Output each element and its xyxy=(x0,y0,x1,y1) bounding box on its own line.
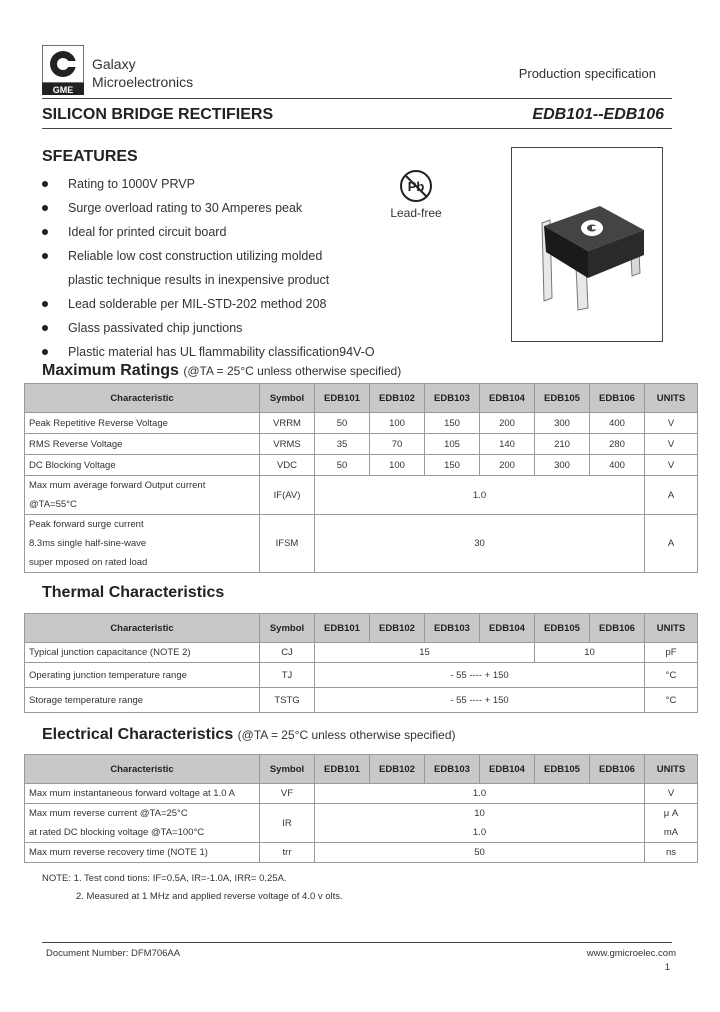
thermal-table xyxy=(24,613,698,713)
table-row xyxy=(25,434,698,455)
avg-current-characteristic xyxy=(25,476,260,515)
op-temp-value: - 55 ---- + 150 xyxy=(315,663,645,688)
col-units: UNITS xyxy=(645,384,698,413)
rating-characteristic: RMS Reverse Voltage xyxy=(25,434,260,455)
col-characteristic: Characteristic xyxy=(25,384,260,413)
col-symbol: Symbol xyxy=(260,755,315,784)
lead-free-mark xyxy=(386,168,446,220)
rating-value: 210 xyxy=(535,434,590,455)
col-edb102: EDB102 xyxy=(370,755,425,784)
website-link[interactable]: www.gmicroelec.com xyxy=(586,948,676,959)
feature-item xyxy=(42,199,375,223)
trr-value: 50 xyxy=(315,843,645,863)
rating-value: 200 xyxy=(480,413,535,434)
footer-divider xyxy=(42,942,672,943)
surge-symbol: IFSM xyxy=(260,515,315,573)
surge-line1: Peak forward surge current xyxy=(29,519,144,530)
max-ratings-heading xyxy=(42,362,401,380)
op-temp-unit: °C xyxy=(645,663,698,688)
feature-item xyxy=(42,247,375,271)
header-divider xyxy=(42,98,672,99)
features-heading: SFEATURES xyxy=(42,148,138,165)
trr-unit: ns xyxy=(645,843,698,863)
table-row xyxy=(25,688,698,713)
ir-value2: 1.0 xyxy=(472,827,487,838)
avg-current-line2: @TA=55°C xyxy=(29,499,77,510)
rating-value: 280 xyxy=(590,434,645,455)
ir-values xyxy=(315,804,645,843)
col-edb101: EDB101 xyxy=(315,614,370,643)
table-header-row xyxy=(25,755,698,784)
col-symbol: Symbol xyxy=(260,384,315,413)
col-edb105: EDB105 xyxy=(535,755,590,784)
pb-symbol: Pb xyxy=(407,179,425,194)
electrical-heading xyxy=(42,726,456,744)
bullet-icon xyxy=(42,301,48,307)
rating-value: 70 xyxy=(370,434,425,455)
col-edb101: EDB101 xyxy=(315,755,370,784)
rating-symbol: VRRM xyxy=(260,413,315,434)
surge-value: 30 xyxy=(315,515,645,573)
vf-characteristic: Max mum instantaneous forward voltage at 1.0 A xyxy=(25,784,260,804)
avg-current-value: 1.0 xyxy=(315,476,645,515)
surge-line3: super mposed on rated load xyxy=(29,557,148,568)
col-characteristic: Characteristic xyxy=(25,614,260,643)
table-row xyxy=(25,476,698,515)
col-edb104: EDB104 xyxy=(480,614,535,643)
col-edb102: EDB102 xyxy=(370,614,425,643)
col-edb106: EDB106 xyxy=(590,755,645,784)
bullet-icon xyxy=(42,325,48,331)
ir-units xyxy=(645,804,698,843)
part-range: EDB101--EDB106 xyxy=(532,106,664,123)
col-edb106: EDB106 xyxy=(590,614,645,643)
feature-text: Glass passivated chip junctions xyxy=(68,321,243,335)
electrical-table xyxy=(24,754,698,863)
col-edb106: EDB106 xyxy=(590,384,645,413)
trr-symbol: trr xyxy=(260,843,315,863)
rating-unit: V xyxy=(645,455,698,476)
bullet-icon xyxy=(42,181,48,187)
table-row xyxy=(25,804,698,843)
company-line1: Galaxy xyxy=(92,56,136,72)
col-edb105: EDB105 xyxy=(535,384,590,413)
ir-characteristic xyxy=(25,804,260,843)
feature-text: Rating to 1000V PRVP xyxy=(68,177,195,191)
vf-symbol: VF xyxy=(260,784,315,804)
vf-value: 1.0 xyxy=(315,784,645,804)
rating-value: 300 xyxy=(535,455,590,476)
col-units: UNITS xyxy=(645,614,698,643)
notes xyxy=(42,870,343,906)
max-ratings-subtitle: (@TA = 25°C unless otherwise specified) xyxy=(183,364,402,378)
feature-item xyxy=(42,271,375,295)
stg-temp-symbol: TSTG xyxy=(260,688,315,713)
col-characteristic: Characteristic xyxy=(25,755,260,784)
electrical-title: Electrical Characteristics xyxy=(42,726,234,743)
company-logo xyxy=(42,45,84,95)
table-header-row xyxy=(25,614,698,643)
rating-unit: V xyxy=(645,413,698,434)
stg-temp-value: - 55 ---- + 150 xyxy=(315,688,645,713)
col-edb103: EDB103 xyxy=(425,384,480,413)
stg-temp-characteristic: Storage temperature range xyxy=(25,688,260,713)
col-edb104: EDB104 xyxy=(480,755,535,784)
feature-text: Ideal for printed circuit board xyxy=(68,225,227,239)
company-line2: Microelectronics xyxy=(92,74,194,90)
avg-current-symbol: IF(AV) xyxy=(260,476,315,515)
rating-value: 400 xyxy=(590,413,645,434)
feature-item xyxy=(42,295,375,319)
avg-current-unit: A xyxy=(645,476,698,515)
op-temp-symbol: TJ xyxy=(260,663,315,688)
feature-text: Plastic material has UL flammability classification94V-O xyxy=(68,345,375,359)
feature-text: Lead solderable per MIL-STD-202 method 208 xyxy=(68,297,327,311)
col-edb103: EDB103 xyxy=(425,755,480,784)
bullet-icon xyxy=(42,229,48,235)
feature-text: Reliable low cost construction utilizing molded xyxy=(68,249,323,263)
table-row xyxy=(25,663,698,688)
electrical-subtitle: (@TA = 25°C unless otherwise specified) xyxy=(237,728,456,742)
doc-title: SILICON BRIDGE RECTIFIERS xyxy=(42,106,274,123)
col-edb101: EDB101 xyxy=(315,384,370,413)
stg-temp-unit: °C xyxy=(645,688,698,713)
cap-unit: pF xyxy=(645,643,698,663)
avg-current-line1: Max mum average forward Output current xyxy=(29,480,206,491)
feature-item xyxy=(42,223,375,247)
rating-value: 300 xyxy=(535,413,590,434)
table-header-row xyxy=(25,384,698,413)
table-row xyxy=(25,455,698,476)
surge-line2: 8.3ms single half-sine-wave xyxy=(29,538,147,549)
col-edb103: EDB103 xyxy=(425,614,480,643)
ir-value1: 10 xyxy=(474,808,485,819)
op-temp-characteristic: Operating junction temperature range xyxy=(25,663,260,688)
ir-symbol: IR xyxy=(260,804,315,843)
rating-value: 50 xyxy=(315,413,370,434)
max-ratings-table xyxy=(24,383,698,573)
rating-value: 200 xyxy=(480,455,535,476)
bullet-icon xyxy=(42,253,48,259)
rating-unit: V xyxy=(645,434,698,455)
col-edb104: EDB104 xyxy=(480,384,535,413)
note-2: 2. Measured at 1 MHz and applied reverse voltage of 4.0 v olts. xyxy=(76,891,343,902)
table-row xyxy=(25,643,698,663)
title-divider xyxy=(42,128,672,129)
trr-characteristic: Max mum reverse recovery time (NOTE 1) xyxy=(25,843,260,863)
rating-value: 50 xyxy=(315,455,370,476)
cap-characteristic: Typical junction capacitance (NOTE 2) xyxy=(25,643,260,663)
ir-line1: Max mum reverse current @TA=25°C xyxy=(29,808,188,819)
rating-value: 140 xyxy=(480,434,535,455)
cap-symbol: CJ xyxy=(260,643,315,663)
lead-free-label: Lead-free xyxy=(390,206,442,220)
cap-value-b: 10 xyxy=(535,643,645,663)
rating-value: 100 xyxy=(370,413,425,434)
col-units: UNITS xyxy=(645,755,698,784)
table-row xyxy=(25,413,698,434)
ir-line2: at rated DC blocking voltage @TA=100°C xyxy=(29,827,205,838)
rating-value: 150 xyxy=(425,455,480,476)
ir-unit2: mA xyxy=(663,827,679,838)
thermal-heading: Thermal Characteristics xyxy=(42,584,225,601)
document-number: Document Number: DFM706AA xyxy=(46,948,181,959)
feature-item xyxy=(42,175,375,199)
surge-unit: A xyxy=(645,515,698,573)
table-row xyxy=(25,784,698,804)
rating-value: 400 xyxy=(590,455,645,476)
col-edb105: EDB105 xyxy=(535,614,590,643)
spec-label: Production specification xyxy=(518,66,656,81)
ir-unit1: μ A xyxy=(663,808,679,819)
bullet-icon xyxy=(42,205,48,211)
table-row xyxy=(25,843,698,863)
feature-item xyxy=(42,319,375,343)
col-symbol: Symbol xyxy=(260,614,315,643)
note-1: NOTE: 1. Test cond tions: IF=0.5A, IR=-1.0A, IRR= 0.25A. xyxy=(42,873,287,884)
col-edb102: EDB102 xyxy=(370,384,425,413)
package-image xyxy=(511,147,663,342)
bullet-icon xyxy=(42,349,48,355)
feature-text: plastic technique results in inexpensive product xyxy=(68,273,330,287)
features-list xyxy=(42,175,375,367)
rating-characteristic: DC Blocking Voltage xyxy=(25,455,260,476)
rating-value: 105 xyxy=(425,434,480,455)
page-number: 1 xyxy=(664,962,670,973)
company-name xyxy=(92,56,193,92)
surge-characteristic xyxy=(25,515,260,573)
rating-characteristic: Peak Repetitive Reverse Voltage xyxy=(25,413,260,434)
cap-value-a: 15 xyxy=(315,643,535,663)
rating-value: 150 xyxy=(425,413,480,434)
table-row xyxy=(25,515,698,573)
logo-text: GME xyxy=(52,85,74,95)
rating-symbol: VRMS xyxy=(260,434,315,455)
vf-unit: V xyxy=(645,784,698,804)
max-ratings-title: Maximum Ratings xyxy=(42,362,179,379)
rating-symbol: VDC xyxy=(260,455,315,476)
feature-text: Surge overload rating to 30 Amperes peak xyxy=(68,201,303,215)
rating-value: 35 xyxy=(315,434,370,455)
rating-value: 100 xyxy=(370,455,425,476)
